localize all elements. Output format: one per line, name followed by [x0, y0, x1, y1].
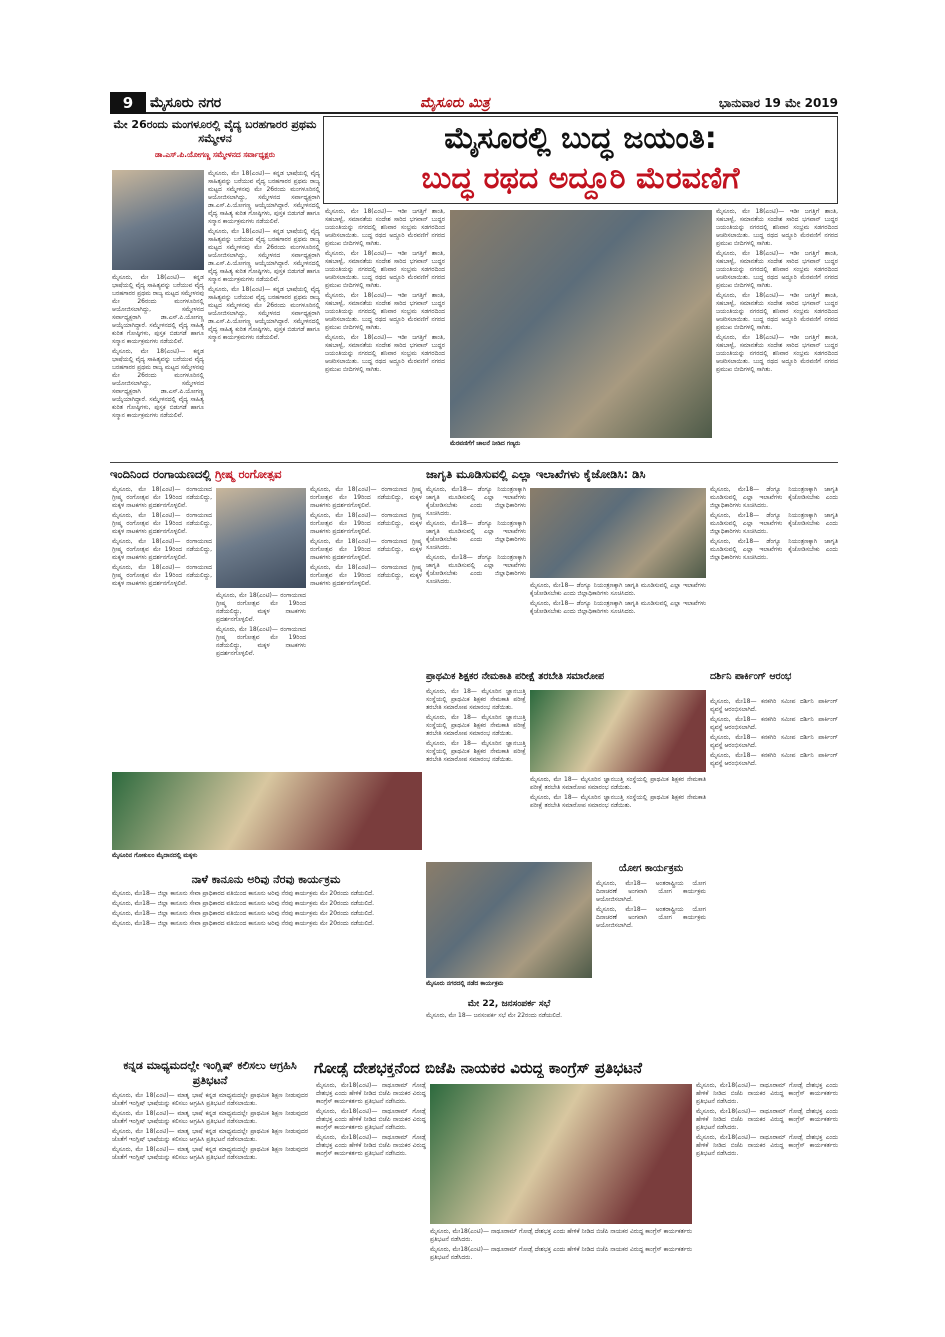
story8-caption: ಮೈಸೂರು ನಗರದಲ್ಲಿ ನಡೆದ ಕಾರ್ಯಕ್ರಮ	[426, 980, 504, 987]
story3-body-b: ಮೈಸೂರು, ಮೇ18— ಡೆಂಗ್ಯೂ ನಿಯಂತ್ರಣಕ್ಕಾಗಿ ಜಾಗೃತಿ ಮೂಡಿಸುವಲ್ಲಿ ಎಲ್ಲಾ ಇಲಾಖೆಗಳು ಕೈಜೋಡಿಸಬೇಕು ಎಂದು ಜಿಲ್ಲಾಧಿಕಾರಿಗಳು ಸೂಚಿಸಿದರು. ಮೈಸೂರು, ಮೇ18— ಡೆಂಗ್ಯೂ ನಿಯಂತ್ರಣಕ್ಕಾಗಿ ಜಾಗೃತಿ ಮೂಡಿಸುವಲ್ಲಿ ಎಲ್ಲಾ ಇಲಾಖೆಗಳು ಕೈಜೋಡಿಸಬೇಕು ಎಂದು ಜಿಲ್ಲಾಧಿಕಾರಿಗಳು ಸೂಚಿಸಿದರು.	[530, 582, 706, 615]
story3-photo	[530, 488, 706, 578]
story2-caption: ಮೈಸೂರಿನ ಗೋಕುಲಂ ಮೈದಾನದಲ್ಲಿ ಮಕ್ಕಳು	[112, 852, 198, 859]
story5-title: ದರ್ಶಿನಿ ಪಾರ್ಕಿಂಗ್ ಆರಂಭ	[710, 671, 792, 682]
story10-body-a: ಮೈಸೂರು, ಮೇ18(ಎಂಟಿ)— ನಾಥೂರಾಮ್ ಗೋಡ್ಸೆ ದೇಶಭಕ್ತ ಎಂದು ಹೇಳಿಕೆ ನೀಡಿದ ಬಿಜೆಪಿ ನಾಯಕರ ವಿರುದ್ಧ ಕಾಂಗ್ರೆಸ್ ಕಾರ್ಯಕರ್ತರು ಪ್ರತಿಭಟನೆ ನಡೆಸಿದರು. ಮೈಸೂರು, ಮೇ18(ಎಂಟಿ)— ನಾಥೂರಾಮ್ ಗೋಡ್ಸೆ ದೇಶಭಕ್ತ ಎಂದು ಹೇಳಿಕೆ ನೀಡಿದ ಬಿಜೆಪಿ ನಾಯಕರ ವಿರುದ್ಧ ಕಾಂಗ್ರೆಸ್ ಕಾರ್ಯಕರ್ತರು ಪ್ರತಿಭಟನೆ ನಡೆಸಿದರು. ಮೈಸೂರು, ಮೇ18(ಎಂಟಿ)— ನಾಥೂರಾಮ್ ಗೋಡ್ಸೆ ದೇಶಭಕ್ತ ಎಂದು ಹೇಳಿಕೆ ನೀಡಿದ ಬಿಜೆಪಿ ನಾಯಕರ ವಿರುದ್ಧ ಕಾಂಗ್ರೆಸ್ ಕಾರ್ಯಕರ್ತರು ಪ್ರತಿಭಟನೆ ನಡೆಸಿದರು.	[316, 1082, 426, 1157]
story3-body-a: ಮೈಸೂರು, ಮೇ18— ಡೆಂಗ್ಯೂ ನಿಯಂತ್ರಣಕ್ಕಾಗಿ ಜಾಗೃತಿ ಮೂಡಿಸುವಲ್ಲಿ ಎಲ್ಲಾ ಇಲಾಖೆಗಳು ಕೈಜೋಡಿಸಬೇಕು ಎಂದು ಜಿಲ್ಲಾಧಿಕಾರಿಗಳು ಸೂಚಿಸಿದರು. ಮೈಸೂರು, ಮೇ18— ಡೆಂಗ್ಯೂ ನಿಯಂತ್ರಣಕ್ಕಾಗಿ ಜಾಗೃತಿ ಮೂಡಿಸುವಲ್ಲಿ ಎಲ್ಲಾ ಇಲಾಖೆಗಳು ಕೈಜೋಡಿಸಬೇಕು ಎಂದು ಜಿಲ್ಲಾಧಿಕಾರಿಗಳು ಸೂಚಿಸಿದರು. ಮೈಸೂರು, ಮೇ18— ಡೆಂಗ್ಯೂ ನಿಯಂತ್ರಣಕ್ಕಾಗಿ ಜಾಗೃತಿ ಮೂಡಿಸುವಲ್ಲಿ ಎಲ್ಲಾ ಇಲಾಖೆಗಳು ಕೈಜೋಡಿಸಬೇಕು ಎಂದು ಜಿಲ್ಲಾಧಿಕಾರಿಗಳು ಸೂಚಿಸಿದರು.	[426, 486, 526, 585]
page-number: 9	[110, 92, 146, 114]
dateline: ಭಾನುವಾರ 19 ಮೇ 2019	[718, 96, 838, 110]
story2-body-c: ಮೈಸೂರು, ಮೇ 18(ಎಂಟಿ)— ರಂಗಾಯಣದ ಗ್ರೀಷ್ಮ ರಂಗೋತ್ಸವ ಮೇ 19ರಿಂದ ನಡೆಯಲಿದ್ದು, ಮಕ್ಕಳ ನಾಟಕಗಳು ಪ್ರದರ್ಶನಗೊಳ್ಳಲಿವೆ. ಮೈಸೂರು, ಮೇ 18(ಎಂಟಿ)— ರಂಗಾಯಣದ ಗ್ರೀಷ್ಮ ರಂಗೋತ್ಸವ ಮೇ 19ರಿಂದ ನಡೆಯಲಿದ್ದು, ಮಕ್ಕಳ ನಾಟಕಗಳು ಪ್ರದರ್ಶನಗೊಳ್ಳಲಿವೆ.	[216, 592, 306, 657]
story10-photo	[430, 1084, 692, 1224]
story1-body-a: ಮೈಸೂರು, ಮೇ 18(ಎಂಟಿ)— ಕನ್ನಡ ಭಾಷೆಯಲ್ಲಿ ವೈದ್ಯ ಸಾಹಿತ್ಯವನ್ನು ಬರೆಯುವ ವೈದ್ಯ ಬರಹಗಾರರ ಪ್ರಥಮ ರಾಜ್ಯ ಮಟ್ಟದ ಸಮ್ಮೇಳನವು ಮೇ 26ರಂದು ಮಂಗಳೂರಿನಲ್ಲಿ ಆಯೋಜಿಸಲಾಗಿದ್ದು, ಸಮ್ಮೇಳನದ ಸರ್ವಾಧ್ಯಕ್ಷರಾಗಿ ಡಾ.ಎಸ್.ಪಿ.ಯೋಗಣ್ಣ ಆಯ್ಕೆಯಾಗಿದ್ದಾರೆ. ಸಮ್ಮೇಳನದಲ್ಲಿ ವೈದ್ಯ ಸಾಹಿತ್ಯ ಕುರಿತ ಗೋಷ್ಠಿಗಳು, ಪುಸ್ತಕ ಬಿಡುಗಡೆ ಹಾಗೂ ಸನ್ಮಾನ ಕಾರ್ಯಕ್ರಮಗಳು ನಡೆಯಲಿವೆ. ಮೈಸೂರು, ಮೇ 18(ಎಂಟಿ)— ಕನ್ನಡ ಭಾಷೆಯಲ್ಲಿ ವೈದ್ಯ ಸಾಹಿತ್ಯವನ್ನು ಬರೆಯುವ ವೈದ್ಯ ಬರಹಗಾರರ ಪ್ರಥಮ ರಾಜ್ಯ ಮಟ್ಟದ ಸಮ್ಮೇಳನವು ಮೇ 26ರಂದು ಮಂಗಳೂರಿನಲ್ಲಿ ಆಯೋಜಿಸಲಾಗಿದ್ದು, ಸಮ್ಮೇಳನದ ಸರ್ವಾಧ್ಯಕ್ಷರಾಗಿ ಡಾ.ಎಸ್.ಪಿ.ಯೋಗಣ್ಣ ಆಯ್ಕೆಯಾಗಿದ್ದಾರೆ. ಸಮ್ಮೇಳನದಲ್ಲಿ ವೈದ್ಯ ಸಾಹಿತ್ಯ ಕುರಿತ ಗೋಷ್ಠಿಗಳು, ಪುಸ್ತಕ ಬಿಡುಗಡೆ ಹಾಗೂ ಸನ್ಮಾನ ಕಾರ್ಯಕ್ರಮಗಳು ನಡೆಯಲಿವೆ. ಮೈಸೂರು, ಮೇ 18(ಎಂಟಿ)— ಕನ್ನಡ ಭಾಷೆಯಲ್ಲಿ ವೈದ್ಯ ಸಾಹಿತ್ಯವನ್ನು ಬರೆಯುವ ವೈದ್ಯ ಬರಹಗಾರರ ಪ್ರಥಮ ರಾಜ್ಯ ಮಟ್ಟದ ಸಮ್ಮೇಳನವು ಮೇ 26ರಂದು ಮಂಗಳೂರಿನಲ್ಲಿ ಆಯೋಜಿಸಲಾಗಿದ್ದು, ಸಮ್ಮೇಳನದ ಸರ್ವಾಧ್ಯಕ್ಷರಾಗಿ ಡಾ.ಎಸ್.ಪಿ.ಯೋಗಣ್ಣ ಆಯ್ಕೆಯಾಗಿದ್ದಾರೆ. ಸಮ್ಮೇಳನದಲ್ಲಿ ವೈದ್ಯ ಸಾಹಿತ್ಯ ಕುರಿತ ಗೋಷ್ಠಿಗಳು, ಪುಸ್ತಕ ಬಿಡುಗಡೆ ಹಾಗೂ ಸನ್ಮಾನ ಕಾರ್ಯಕ್ರಮಗಳು ನಡೆಯಲಿವೆ.	[208, 170, 320, 341]
story8-body: ಮೈಸೂರು, ಮೇ 18— ಜನಸಂಪರ್ಕ ಸಭೆ ಮೇ 22ರಂದು ನಡೆಯಲಿದೆ.	[426, 1012, 563, 1019]
story9-body: ಮೈಸೂರು, ಮೇ 18(ಎಂಟಿ)— ಮಾತೃ ಭಾಷೆ ಕನ್ನಡ ಮಾಧ್ಯಮದಲ್ಲೇ ಪ್ರಾಥಮಿಕ ಶಿಕ್ಷಣ ನೀಡುವುದರ ಜೊತೆಗೆ ಇಂಗ್ಲಿಷ್ ಭಾಷೆಯನ್ನು ಕಲಿಸಲು ಆಗ್ರಹಿಸಿ ಪ್ರತಿಭಟನೆ ನಡೆಸಲಾಯಿತು. ಮೈಸೂರು, ಮೇ 18(ಎಂಟಿ)— ಮಾತೃ ಭಾಷೆ ಕನ್ನಡ ಮಾಧ್ಯಮದಲ್ಲೇ ಪ್ರಾಥಮಿಕ ಶಿಕ್ಷಣ ನೀಡುವುದರ ಜೊತೆಗೆ ಇಂಗ್ಲಿಷ್ ಭಾಷೆಯನ್ನು ಕಲಿಸಲು ಆಗ್ರಹಿಸಿ ಪ್ರತಿಭಟನೆ ನಡೆಸಲಾಯಿತು. ಮೈಸೂರು, ಮೇ 18(ಎಂಟಿ)— ಮಾತೃ ಭಾಷೆ ಕನ್ನಡ ಮಾಧ್ಯಮದಲ್ಲೇ ಪ್ರಾಥಮಿಕ ಶಿಕ್ಷಣ ನೀಡುವುದರ ಜೊತೆಗೆ ಇಂಗ್ಲಿಷ್ ಭಾಷೆಯನ್ನು ಕಲಿಸಲು ಆಗ್ರಹಿಸಿ ಪ್ರತಿಭಟನೆ ನಡೆಸಲಾಯಿತು. ಮೈಸೂರು, ಮೇ 18(ಎಂಟಿ)— ಮಾತೃ ಭಾಷೆ ಕನ್ನಡ ಮಾಧ್ಯಮದಲ್ಲೇ ಪ್ರಾಥಮಿಕ ಶಿಕ್ಷಣ ನೀಡುವುದರ ಜೊತೆಗೆ ಇಂಗ್ಲಿಷ್ ಭಾಷೆಯನ್ನು ಕಲಿಸಲು ಆಗ್ರಹಿಸಿ ಪ್ರತಿಭಟನೆ ನಡೆಸಲಾಯಿತು.	[112, 1092, 308, 1161]
masthead: ಮೈಸೂರು ಮಿತ್ರ	[420, 95, 490, 111]
story8-photo	[426, 862, 592, 978]
story4-body: ಮೈಸೂರು, ಮೇ 18— ಮೈಸೂರಿನ ಜ್ಞಾನಬುತ್ತಿ ಸಂಸ್ಥೆಯಲ್ಲಿ ಪ್ರಾಥಮಿಕ ಶಿಕ್ಷಕರ ನೇಮಕಾತಿ ಪರೀಕ್ಷೆ ತರಬೇತಿ ಸಮಾರೋಪ ಸಮಾರಂಭ ನಡೆಯಿತು. ಮೈಸೂರು, ಮೇ 18— ಮೈಸೂರಿನ ಜ್ಞಾನಬುತ್ತಿ ಸಂಸ್ಥೆಯಲ್ಲಿ ಪ್ರಾಥಮಿಕ ಶಿಕ್ಷಕರ ನೇಮಕಾತಿ ಪರೀಕ್ಷೆ ತರಬೇತಿ ಸಮಾರೋಪ ಸಮಾರಂಭ ನಡೆಯಿತು. ಮೈಸೂರು, ಮೇ 18— ಮೈಸೂರಿನ ಜ್ಞಾನಬುತ್ತಿ ಸಂಸ್ಥೆಯಲ್ಲಿ ಪ್ರಾಥಮಿಕ ಶಿಕ್ಷಕರ ನೇಮಕಾತಿ ಪರೀಕ್ಷೆ ತರಬೇತಿ ಸಮಾರೋಪ ಸಮಾರಂಭ ನಡೆಯಿತು.	[426, 688, 526, 763]
story2-body-a: ಮೈಸೂರು, ಮೇ 18(ಎಂಟಿ)— ರಂಗಾಯಣದ ಗ್ರೀಷ್ಮ ರಂಗೋತ್ಸವ ಮೇ 19ರಿಂದ ನಡೆಯಲಿದ್ದು, ಮಕ್ಕಳ ನಾಟಕಗಳು ಪ್ರದರ್ಶನಗೊಳ್ಳಲಿವೆ. ಮೈಸೂರು, ಮೇ 18(ಎಂಟಿ)— ರಂಗಾಯಣದ ಗ್ರೀಷ್ಮ ರಂಗೋತ್ಸವ ಮೇ 19ರಿಂದ ನಡೆಯಲಿದ್ದು, ಮಕ್ಕಳ ನಾಟಕಗಳು ಪ್ರದರ್ಶನಗೊಳ್ಳಲಿವೆ. ಮೈಸೂರು, ಮೇ 18(ಎಂಟಿ)— ರಂಗಾಯಣದ ಗ್ರೀಷ್ಮ ರಂಗೋತ್ಸವ ಮೇ 19ರಿಂದ ನಡೆಯಲಿದ್ದು, ಮಕ್ಕಳ ನಾಟಕಗಳು ಪ್ರದರ್ಶನಗೊಳ್ಳಲಿವೆ. ಮೈಸೂರು, ಮೇ 18(ಎಂಟಿ)— ರಂಗಾಯಣದ ಗ್ರೀಷ್ಮ ರಂಗೋತ್ಸವ ಮೇ 19ರಿಂದ ನಡೆಯಲಿದ್ದು, ಮಕ್ಕಳ ನಾಟಕಗಳು ಪ್ರದರ್ಶನಗೊಳ್ಳಲಿವೆ.	[112, 486, 212, 587]
story5-body: ಮೈಸೂರು, ಮೇ18— ಕನಕಗಿರಿ ಸಮೀಪ ದರ್ಶಿನಿ ಪಾರ್ಕಿಂಗ್ ವ್ಯವಸ್ಥೆ ಆರಂಭಿಸಲಾಗಿದೆ. ಮೈಸೂರು, ಮೇ18— ಕನಕಗಿರಿ ಸಮೀಪ ದರ್ಶಿನಿ ಪಾರ್ಕಿಂಗ್ ವ್ಯವಸ್ಥೆ ಆರಂಭಿಸಲಾಗಿದೆ. ಮೈಸೂರು, ಮೇ18— ಕನಕಗಿರಿ ಸಮೀಪ ದರ್ಶಿನಿ ಪಾರ್ಕಿಂಗ್ ವ್ಯವಸ್ಥೆ ಆರಂಭಿಸಲಾಗಿದೆ. ಮೈಸೂರು, ಮೇ18— ಕನಕಗಿರಿ ಸಮೀಪ ದರ್ಶಿನಿ ಪಾರ್ಕಿಂಗ್ ವ್ಯವಸ್ಥೆ ಆರಂಭಿಸಲಾಗಿದೆ.	[710, 698, 838, 767]
story6-body: ಮೈಸೂರು, ಮೇ18— ಅಂತರಾಷ್ಟ್ರೀಯ ಯೋಗ ದಿನಾಚರಣೆ ಅಂಗವಾಗಿ ಯೋಗ ಕಾರ್ಯಕ್ರಮ ಆಯೋಜಿಸಲಾಗಿದೆ. ಮೈಸೂರು, ಮೇ18— ಅಂತರಾಷ್ಟ್ರೀಯ ಯೋಗ ದಿನಾಚರಣೆ ಅಂಗವಾಗಿ ಯೋಗ ಕಾರ್ಯಕ್ರಮ ಆಯೋಜಿಸಲಾಗಿದೆ.	[596, 880, 706, 929]
story3-body-c: ಮೈಸೂರು, ಮೇ18— ಡೆಂಗ್ಯೂ ನಿಯಂತ್ರಣಕ್ಕಾಗಿ ಜಾಗೃತಿ ಮೂಡಿಸುವಲ್ಲಿ ಎಲ್ಲಾ ಇಲಾಖೆಗಳು ಕೈಜೋಡಿಸಬೇಕು ಎಂದು ಜಿಲ್ಲಾಧಿಕಾರಿಗಳು ಸೂಚಿಸಿದರು. ಮೈಸೂರು, ಮೇ18— ಡೆಂಗ್ಯೂ ನಿಯಂತ್ರಣಕ್ಕಾಗಿ ಜಾಗೃತಿ ಮೂಡಿಸುವಲ್ಲಿ ಎಲ್ಲಾ ಇಲಾಖೆಗಳು ಕೈಜೋಡಿಸಬೇಕು ಎಂದು ಜಿಲ್ಲಾಧಿಕಾರಿಗಳು ಸೂಚಿಸಿದರು. ಮೈಸೂರು, ಮೇ18— ಡೆಂಗ್ಯೂ ನಿಯಂತ್ರಣಕ್ಕಾಗಿ ಜಾಗೃತಿ ಮೂಡಿಸುವಲ್ಲಿ ಎಲ್ಲಾ ಇಲಾಖೆಗಳು ಕೈಜೋಡಿಸಬೇಕು ಎಂದು ಜಿಲ್ಲಾಧಿಕಾರಿಗಳು ಸೂಚಿಸಿದರು.	[710, 486, 838, 561]
story7-title: ನಾಳೆ ಕಾನೂನು ಅರಿವು ನೆರವು ಕಾರ್ಯಕ್ರಮ	[191, 873, 341, 886]
story10-body-b: ಮೈಸೂರು, ಮೇ18(ಎಂಟಿ)— ನಾಥೂರಾಮ್ ಗೋಡ್ಸೆ ದೇಶಭಕ್ತ ಎಂದು ಹೇಳಿಕೆ ನೀಡಿದ ಬಿಜೆಪಿ ನಾಯಕರ ವಿರುದ್ಧ ಕಾಂಗ್ರೆಸ್ ಕಾರ್ಯಕರ್ತರು ಪ್ರತಿಭಟನೆ ನಡೆಸಿದರು. ಮೈಸೂರು, ಮೇ18(ಎಂಟಿ)— ನಾಥೂರಾಮ್ ಗೋಡ್ಸೆ ದೇಶಭಕ್ತ ಎಂದು ಹೇಳಿಕೆ ನೀಡಿದ ಬಿಜೆಪಿ ನಾಯಕರ ವಿರುದ್ಧ ಕಾಂಗ್ರೆಸ್ ಕಾರ್ಯಕರ್ತರು ಪ್ರತಿಭಟನೆ ನಡೆಸಿದರು.	[430, 1228, 692, 1261]
story1-body-b: ಮೈಸೂರು, ಮೇ 18(ಎಂಟಿ)— ಕನ್ನಡ ಭಾಷೆಯಲ್ಲಿ ವೈದ್ಯ ಸಾಹಿತ್ಯವನ್ನು ಬರೆಯುವ ವೈದ್ಯ ಬರಹಗಾರರ ಪ್ರಥಮ ರಾಜ್ಯ ಮಟ್ಟದ ಸಮ್ಮೇಳನವು ಮೇ 26ರಂದು ಮಂಗಳೂರಿನಲ್ಲಿ ಆಯೋಜಿಸಲಾಗಿದ್ದು, ಸಮ್ಮೇಳನದ ಸರ್ವಾಧ್ಯಕ್ಷರಾಗಿ ಡಾ.ಎಸ್.ಪಿ.ಯೋಗಣ್ಣ ಆಯ್ಕೆಯಾಗಿದ್ದಾರೆ. ಸಮ್ಮೇಳನದಲ್ಲಿ ವೈದ್ಯ ಸಾಹಿತ್ಯ ಕುರಿತ ಗೋಷ್ಠಿಗಳು, ಪುಸ್ತಕ ಬಿಡುಗಡೆ ಹಾಗೂ ಸನ್ಮಾನ ಕಾರ್ಯಕ್ರಮಗಳು ನಡೆಯಲಿವೆ. ಮೈಸೂರು, ಮೇ 18(ಎಂಟಿ)— ಕನ್ನಡ ಭಾಷೆಯಲ್ಲಿ ವೈದ್ಯ ಸಾಹಿತ್ಯವನ್ನು ಬರೆಯುವ ವೈದ್ಯ ಬರಹಗಾರರ ಪ್ರಥಮ ರಾಜ್ಯ ಮಟ್ಟದ ಸಮ್ಮೇಳನವು ಮೇ 26ರಂದು ಮಂಗಳೂರಿನಲ್ಲಿ ಆಯೋಜಿಸಲಾಗಿದ್ದು, ಸಮ್ಮೇಳನದ ಸರ್ವಾಧ್ಯಕ್ಷರಾಗಿ ಡಾ.ಎಸ್.ಪಿ.ಯೋಗಣ್ಣ ಆಯ್ಕೆಯಾಗಿದ್ದಾರೆ. ಸಮ್ಮೇಳನದಲ್ಲಿ ವೈದ್ಯ ಸಾಹಿತ್ಯ ಕುರಿತ ಗೋಷ್ಠಿಗಳು, ಪುಸ್ತಕ ಬಿಡುಗಡೆ ಹಾಗೂ ಸನ್ಮಾನ ಕಾರ್ಯಕ್ರಮಗಳು ನಡೆಯಲಿವೆ.	[112, 274, 204, 419]
lead-title-line1: ಮೈಸೂರಲ್ಲಿ ಬುದ್ಧ ಜಯಂತಿ:	[444, 121, 717, 156]
divider	[110, 462, 838, 463]
lead-photo	[450, 210, 712, 438]
story1-title: ಮೇ 26ರಂದು ಮಂಗಳೂರಲ್ಲಿ ವೈದ್ಯ ಬರಹಗಾರರ ಪ್ರಥಮ ಸಮ್ಮೇಳನ	[113, 118, 317, 145]
section-name: ಮೈಸೂರು ನಗರ	[150, 95, 222, 111]
story10-body-c: ಮೈಸೂರು, ಮೇ18(ಎಂಟಿ)— ನಾಥೂರಾಮ್ ಗೋಡ್ಸೆ ದೇಶಭಕ್ತ ಎಂದು ಹೇಳಿಕೆ ನೀಡಿದ ಬಿಜೆಪಿ ನಾಯಕರ ವಿರುದ್ಧ ಕಾಂಗ್ರೆಸ್ ಕಾರ್ಯಕರ್ತರು ಪ್ರತಿಭಟನೆ ನಡೆಸಿದರು. ಮೈಸೂರು, ಮೇ18(ಎಂಟಿ)— ನಾಥೂರಾಮ್ ಗೋಡ್ಸೆ ದೇಶಭಕ್ತ ಎಂದು ಹೇಳಿಕೆ ನೀಡಿದ ಬಿಜೆಪಿ ನಾಯಕರ ವಿರುದ್ಧ ಕಾಂಗ್ರೆಸ್ ಕಾರ್ಯಕರ್ತರು ಪ್ರತಿಭಟನೆ ನಡೆಸಿದರು. ಮೈಸೂರು, ಮೇ18(ಎಂಟಿ)— ನಾಥೂರಾಮ್ ಗೋಡ್ಸೆ ದೇಶಭಕ್ತ ಎಂದು ಹೇಳಿಕೆ ನೀಡಿದ ಬಿಜೆಪಿ ನಾಯಕರ ವಿರುದ್ಧ ಕಾಂಗ್ರೆಸ್ ಕಾರ್ಯಕರ್ತರು ಪ್ರತಿಭಟನೆ ನಡೆಸಿದರು.	[696, 1082, 838, 1157]
lead-caption: ಮೆರವಣಿಗೆಗೆ ಚಾಲನೆ ನೀಡಿದ ಗಣ್ಯರು	[450, 440, 521, 447]
lead-body-left: ಮೈಸೂರು, ಮೇ 18(ಎಂಟಿ)— ಇಡೀ ಜಗತ್ತಿಗೆ ಶಾಂತಿ, ಸಹಬಾಳ್ವೆ, ಸಮಾನತೆಯ ಸಂದೇಶ ಸಾರಿದ ಭಗವಾನ್ ಬುದ್ಧರ ಜಯಂತಿಯನ್ನು ನಗರದಲ್ಲಿ ಶನಿವಾರ ಸಂಭ್ರಮ ಸಡಗರದಿಂದ ಆಚರಿಸಲಾಯಿತು. ಬುದ್ಧ ರಥದ ಅದ್ದೂರಿ ಮೆರವಣಿಗೆ ನಗರದ ಪ್ರಮುಖ ಬೀದಿಗಳಲ್ಲಿ ಸಾಗಿತು. ಮೈಸೂರು, ಮೇ 18(ಎಂಟಿ)— ಇಡೀ ಜಗತ್ತಿಗೆ ಶಾಂತಿ, ಸಹಬಾಳ್ವೆ, ಸಮಾನತೆಯ ಸಂದೇಶ ಸಾರಿದ ಭಗವಾನ್ ಬುದ್ಧರ ಜಯಂತಿಯನ್ನು ನಗರದಲ್ಲಿ ಶನಿವಾರ ಸಂಭ್ರಮ ಸಡಗರದಿಂದ ಆಚರಿಸಲಾಯಿತು. ಬುದ್ಧ ರಥದ ಅದ್ದೂರಿ ಮೆರವಣಿಗೆ ನಗರದ ಪ್ರಮುಖ ಬೀದಿಗಳಲ್ಲಿ ಸಾಗಿತು. ಮೈಸೂರು, ಮೇ 18(ಎಂಟಿ)— ಇಡೀ ಜಗತ್ತಿಗೆ ಶಾಂತಿ, ಸಹಬಾಳ್ವೆ, ಸಮಾನತೆಯ ಸಂದೇಶ ಸಾರಿದ ಭಗವಾನ್ ಬುದ್ಧರ ಜಯಂತಿಯನ್ನು ನಗರದಲ್ಲಿ ಶನಿವಾರ ಸಂಭ್ರಮ ಸಡಗರದಿಂದ ಆಚರಿಸಲಾಯಿತು. ಬುದ್ಧ ರಥದ ಅದ್ದೂರಿ ಮೆರವಣಿಗೆ ನಗರದ ಪ್ರಮುಖ ಬೀದಿಗಳಲ್ಲಿ ಸಾಗಿತು. ಮೈಸೂರು, ಮೇ 18(ಎಂಟಿ)— ಇಡೀ ಜಗತ್ತಿಗೆ ಶಾಂತಿ, ಸಹಬಾಳ್ವೆ, ಸಮಾನತೆಯ ಸಂದೇಶ ಸಾರಿದ ಭಗವಾನ್ ಬುದ್ಧರ ಜಯಂತಿಯನ್ನು ನಗರದಲ್ಲಿ ಶನಿವಾರ ಸಂಭ್ರಮ ಸಡಗರದಿಂದ ಆಚರಿಸಲಾಯಿತು. ಬುದ್ಧ ರಥದ ಅದ್ದೂರಿ ಮೆರವಣಿಗೆ ನಗರದ ಪ್ರಮುಖ ಬೀದಿಗಳಲ್ಲಿ ಸಾಗಿತು.	[325, 208, 445, 373]
story3-title: ಜಾಗೃತಿ ಮೂಡಿಸುವಲ್ಲಿ ಎಲ್ಲಾ ಇಲಾಖೆಗಳು ಕೈಜೋಡಿಸಿ: ಡಿಸಿ	[426, 467, 646, 481]
story7-body: ಮೈಸೂರು, ಮೇ18— ಜಿಲ್ಲಾ ಕಾನೂನು ಸೇವಾ ಪ್ರಾಧಿಕಾರದ ವತಿಯಿಂದ ಕಾನೂನು ಅರಿವು ನೆರವು ಕಾರ್ಯಕ್ರಮ ಮೇ 20ರಂದು ನಡೆಯಲಿದೆ. ಮೈಸೂರು, ಮೇ18— ಜಿಲ್ಲಾ ಕಾನೂನು ಸೇವಾ ಪ್ರಾಧಿಕಾರದ ವತಿಯಿಂದ ಕಾನೂನು ಅರಿವು ನೆರವು ಕಾರ್ಯಕ್ರಮ ಮೇ 20ರಂದು ನಡೆಯಲಿದೆ. ಮೈಸೂರು, ಮೇ18— ಜಿಲ್ಲಾ ಕಾನೂನು ಸೇವಾ ಪ್ರಾಧಿಕಾರದ ವತಿಯಿಂದ ಕಾನೂನು ಅರಿವು ನೆರವು ಕಾರ್ಯಕ್ರಮ ಮೇ 20ರಂದು ನಡೆಯಲಿದೆ. ಮೈಸೂರು, ಮೇ18— ಜಿಲ್ಲಾ ಕಾನೂನು ಸೇವಾ ಪ್ರಾಧಿಕಾರದ ವತಿಯಿಂದ ಕಾನೂನು ಅರಿವು ನೆರವು ಕಾರ್ಯಕ್ರಮ ಮೇ 20ರಂದು ನಡೆಯಲಿದೆ.	[112, 890, 375, 927]
story2-body-b: ಮೈಸೂರು, ಮೇ 18(ಎಂಟಿ)— ರಂಗಾಯಣದ ಗ್ರೀಷ್ಮ ರಂಗೋತ್ಸವ ಮೇ 19ರಿಂದ ನಡೆಯಲಿದ್ದು, ಮಕ್ಕಳ ನಾಟಕಗಳು ಪ್ರದರ್ಶನಗೊಳ್ಳಲಿವೆ. ಮೈಸೂರು, ಮೇ 18(ಎಂಟಿ)— ರಂಗಾಯಣದ ಗ್ರೀಷ್ಮ ರಂಗೋತ್ಸವ ಮೇ 19ರಿಂದ ನಡೆಯಲಿದ್ದು, ಮಕ್ಕಳ ನಾಟಕಗಳು ಪ್ರದರ್ಶನಗೊಳ್ಳಲಿವೆ. ಮೈಸೂರು, ಮೇ 18(ಎಂಟಿ)— ರಂಗಾಯಣದ ಗ್ರೀಷ್ಮ ರಂಗೋತ್ಸವ ಮೇ 19ರಿಂದ ನಡೆಯಲಿದ್ದು, ಮಕ್ಕಳ ನಾಟಕಗಳು ಪ್ರದರ್ಶನಗೊಳ್ಳಲಿವೆ. ಮೈಸೂರು, ಮೇ 18(ಎಂಟಿ)— ರಂಗಾಯಣದ ಗ್ರೀಷ್ಮ ರಂಗೋತ್ಸವ ಮೇ 19ರಿಂದ ನಡೆಯಲಿದ್ದು, ಮಕ್ಕಳ ನಾಟಕಗಳು ಪ್ರದರ್ಶನಗೊಳ್ಳಲಿವೆ.	[310, 486, 422, 587]
story10-title: ಗೋಡ್ಸೆ ದೇಶಭಕ್ತನೆಂದ ಬಿಜೆಪಿ ನಾಯಕರ ವಿರುದ್ಧ ಕಾಂಗ್ರೆಸ್ ಪ್ರತಿಭಟನೆ	[314, 1059, 643, 1077]
story2-title: ಇಂದಿನಿಂದ ರಂಗಾಯಣದಲ್ಲಿ ಗ್ರೀಷ್ಮ ರಂಗೋತ್ಸವ	[110, 467, 282, 481]
story9-title: ಕನ್ನಡ ಮಾಧ್ಯಮದಲ್ಲೇ ಇಂಗ್ಲಿಷ್ ಕಲಿಸಲು ಆಗ್ರಹಿಸಿ ಪ್ರತಿಭಟನೆ	[123, 1059, 297, 1087]
story2-portrait	[216, 488, 306, 588]
story2-photo	[112, 772, 422, 850]
story6-title: ಯೋಗ ಕಾರ್ಯಕ್ರಮ	[618, 863, 684, 874]
lead-title-line2: ಬುದ್ಧ ರಥದ ಅದ್ದೂರಿ ಮೆರವಣಿಗೆ	[421, 161, 740, 196]
story4-photo	[530, 690, 706, 772]
portrait-photo	[112, 170, 204, 270]
story4-body-b: ಮೈಸೂರು, ಮೇ 18— ಮೈಸೂರಿನ ಜ್ಞಾನಬುತ್ತಿ ಸಂಸ್ಥೆಯಲ್ಲಿ ಪ್ರಾಥಮಿಕ ಶಿಕ್ಷಕರ ನೇಮಕಾತಿ ಪರೀಕ್ಷೆ ತರಬೇತಿ ಸಮಾರೋಪ ಸಮಾರಂಭ ನಡೆಯಿತು. ಮೈಸೂರು, ಮೇ 18— ಮೈಸೂರಿನ ಜ್ಞಾನಬುತ್ತಿ ಸಂಸ್ಥೆಯಲ್ಲಿ ಪ್ರಾಥಮಿಕ ಶಿಕ್ಷಕರ ನೇಮಕಾತಿ ಪರೀಕ್ಷೆ ತರಬೇತಿ ಸಮಾರೋಪ ಸಮಾರಂಭ ನಡೆಯಿತು.	[530, 776, 706, 809]
lead-body-right: ಮೈಸೂರು, ಮೇ 18(ಎಂಟಿ)— ಇಡೀ ಜಗತ್ತಿಗೆ ಶಾಂತಿ, ಸಹಬಾಳ್ವೆ, ಸಮಾನತೆಯ ಸಂದೇಶ ಸಾರಿದ ಭಗವಾನ್ ಬುದ್ಧರ ಜಯಂತಿಯನ್ನು ನಗರದಲ್ಲಿ ಶನಿವಾರ ಸಂಭ್ರಮ ಸಡಗರದಿಂದ ಆಚರಿಸಲಾಯಿತು. ಬುದ್ಧ ರಥದ ಅದ್ದೂರಿ ಮೆರವಣಿಗೆ ನಗರದ ಪ್ರಮುಖ ಬೀದಿಗಳಲ್ಲಿ ಸಾಗಿತು. ಮೈಸೂರು, ಮೇ 18(ಎಂಟಿ)— ಇಡೀ ಜಗತ್ತಿಗೆ ಶಾಂತಿ, ಸಹಬಾಳ್ವೆ, ಸಮಾನತೆಯ ಸಂದೇಶ ಸಾರಿದ ಭಗವಾನ್ ಬುದ್ಧರ ಜಯಂತಿಯನ್ನು ನಗರದಲ್ಲಿ ಶನಿವಾರ ಸಂಭ್ರಮ ಸಡಗರದಿಂದ ಆಚರಿಸಲಾಯಿತು. ಬುದ್ಧ ರಥದ ಅದ್ದೂರಿ ಮೆರವಣಿಗೆ ನಗರದ ಪ್ರಮುಖ ಬೀದಿಗಳಲ್ಲಿ ಸಾಗಿತು. ಮೈಸೂರು, ಮೇ 18(ಎಂಟಿ)— ಇಡೀ ಜಗತ್ತಿಗೆ ಶಾಂತಿ, ಸಹಬಾಳ್ವೆ, ಸಮಾನತೆಯ ಸಂದೇಶ ಸಾರಿದ ಭಗವಾನ್ ಬುದ್ಧರ ಜಯಂತಿಯನ್ನು ನಗರದಲ್ಲಿ ಶನಿವಾರ ಸಂಭ್ರಮ ಸಡಗರದಿಂದ ಆಚರಿಸಲಾಯಿತು. ಬುದ್ಧ ರಥದ ಅದ್ದೂರಿ ಮೆರವಣಿಗೆ ನಗರದ ಪ್ರಮುಖ ಬೀದಿಗಳಲ್ಲಿ ಸಾಗಿತು. ಮೈಸೂರು, ಮೇ 18(ಎಂಟಿ)— ಇಡೀ ಜಗತ್ತಿಗೆ ಶಾಂತಿ, ಸಹಬಾಳ್ವೆ, ಸಮಾನತೆಯ ಸಂದೇಶ ಸಾರಿದ ಭಗವಾನ್ ಬುದ್ಧರ ಜಯಂತಿಯನ್ನು ನಗರದಲ್ಲಿ ಶನಿವಾರ ಸಂಭ್ರಮ ಸಡಗರದಿಂದ ಆಚರಿಸಲಾಯಿತು. ಬುದ್ಧ ರಥದ ಅದ್ದೂರಿ ಮೆರವಣಿಗೆ ನಗರದ ಪ್ರಮುಖ ಬೀದಿಗಳಲ್ಲಿ ಸಾಗಿತು.	[716, 208, 838, 373]
story4-title: ಪ್ರಾಥಮಿಕ ಶಿಕ್ಷಕರ ನೇಮಕಾತಿ ಪರೀಕ್ಷೆ ತರಬೇತಿ ಸಮಾರೋಪ	[426, 671, 605, 682]
story1-subtitle: ಡಾ.ಎಸ್.ಪಿ.ಯೋಗಣ್ಣ ಸಮ್ಮೇಳನದ ಸರ್ವಾಧ್ಯಕ್ಷರು	[155, 150, 275, 159]
story8-title: ಮೇ 22, ಜನಸಂಪರ್ಕ ಸಭೆ	[467, 999, 551, 1009]
